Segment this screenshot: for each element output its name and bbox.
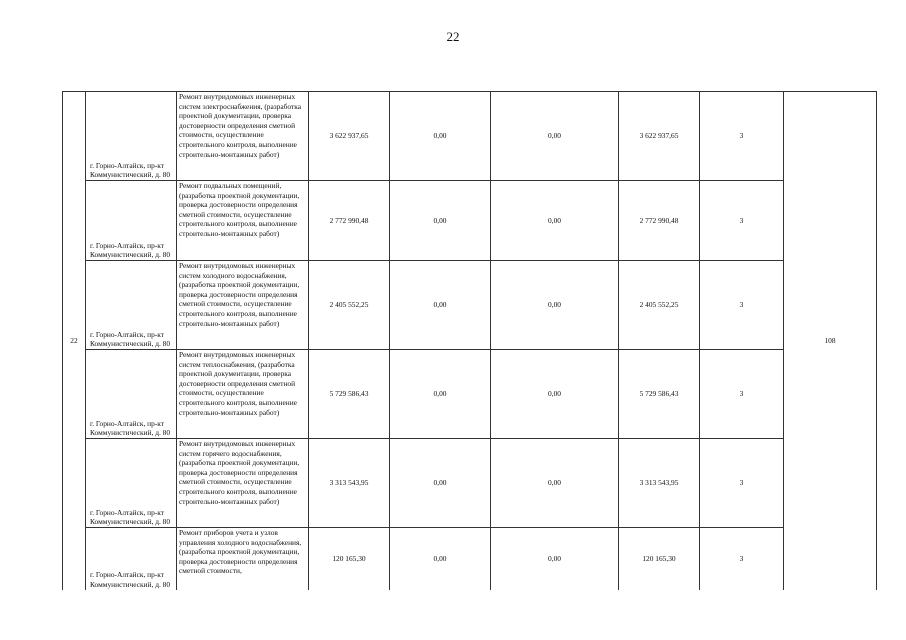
value-cell-d: 3 [700,439,784,528]
page-number: 22 [446,29,460,44]
address-cell: г. Горно-Алтайск, пр-кт Коммунистический, д. 80 [86,181,177,261]
work-description-cell: Ремонт подвальных помещений, (разработка проектной документации, проверка достоверности определения сметной стоимости, осуществление строительного контроля, выполнение строительно-монтажных работ) [177,181,309,261]
value-cell-d: 3 [700,181,784,261]
table-row [63,350,877,439]
value-cell-a: 0,00 [390,439,491,528]
value-cell-d: 3 [700,92,784,181]
cost-cell: 2 405 552,25 [309,261,390,350]
cost-cell: 3 622 937,65 [309,92,390,181]
value-cell-b: 0,00 [491,528,619,590]
work-description-cell: Ремонт приборов учета и узлов управления холодного водоснабжения, (разработка проектной документации, проверка достоверности определения сметной стоимости, [177,528,309,590]
address-cell: г. Горно-Алтайск, пр-кт Коммунистический, д. 80 [86,350,177,439]
cost-cell: 120 165,30 [309,528,390,590]
work-table [62,91,877,590]
value-cell-c: 2 405 552,25 [619,261,700,350]
value-cell-a: 0,00 [390,350,491,439]
work-description-cell: Ремонт внутридомовых инженерных систем горячего водоснабжения, (разработка проектной документации, проверка достоверности определения сметной стоимости, осуществление строительного контроля, выполнение строительно-монтажных работ) [177,439,309,528]
cost-cell: 3 313 543,95 [309,439,390,528]
value-cell-c: 5 729 586,43 [619,350,700,439]
work-description-cell: Ремонт внутридомовых инженерных систем теплоснабжения, (разработка проектной документации, проверка достоверности определения сметной стоимости, осуществление строительного контроля, выполнение строительно-монтажных работ) [177,350,309,439]
value-cell-c: 2 772 990,48 [619,181,700,261]
table-row [63,181,877,261]
value-cell-d: 3 [700,350,784,439]
value-cell-b: 0,00 [491,92,619,181]
address-cell: г. Горно-Алтайск, пр-кт Коммунистический, д. 80 [86,528,177,590]
value-cell-b: 0,00 [491,350,619,439]
address-cell: г. Горно-Алтайск, пр-кт Коммунистический, д. 80 [86,92,177,181]
table-row [63,92,877,181]
value-cell-a: 0,00 [390,528,491,590]
table-row [63,528,877,590]
value-cell-c: 3 622 937,65 [619,92,700,181]
table-row [63,261,877,350]
value-cell-a: 0,00 [390,92,491,181]
value-cell-c: 3 313 543,95 [619,439,700,528]
row-number: 22 [63,92,86,590]
value-cell-b: 0,00 [491,261,619,350]
value-cell-c: 120 165,30 [619,528,700,590]
value-cell-d: 3 [700,528,784,590]
cost-cell: 5 729 586,43 [309,350,390,439]
value-cell-b: 0,00 [491,439,619,528]
value-cell-a: 0,00 [390,261,491,350]
work-description-cell: Ремонт внутридомовых инженерных систем холодного водоснабжения, (разработка проектной документации, проверка достоверности определения сметной стоимости, осуществление строительного контроля, выполнение строительно-монтажных работ) [177,261,309,350]
address-cell: г. Горно-Алтайск, пр-кт Коммунистический, д. 80 [86,439,177,528]
value-cell-d: 3 [700,261,784,350]
total-cell: 108 [784,92,877,590]
value-cell-a: 0,00 [390,181,491,261]
table-row [63,439,877,528]
value-cell-b: 0,00 [491,181,619,261]
cost-cell: 2 772 990,48 [309,181,390,261]
address-cell: г. Горно-Алтайск, пр-кт Коммунистический, д. 80 [86,261,177,350]
work-description-cell: Ремонт внутридомовых инженерных систем электроснабжения, (разработка проектной документации, проверка достоверности определения сметной стоимости, осуществление строительного контроля, выполнение строительно-монтажных работ) [177,92,309,181]
